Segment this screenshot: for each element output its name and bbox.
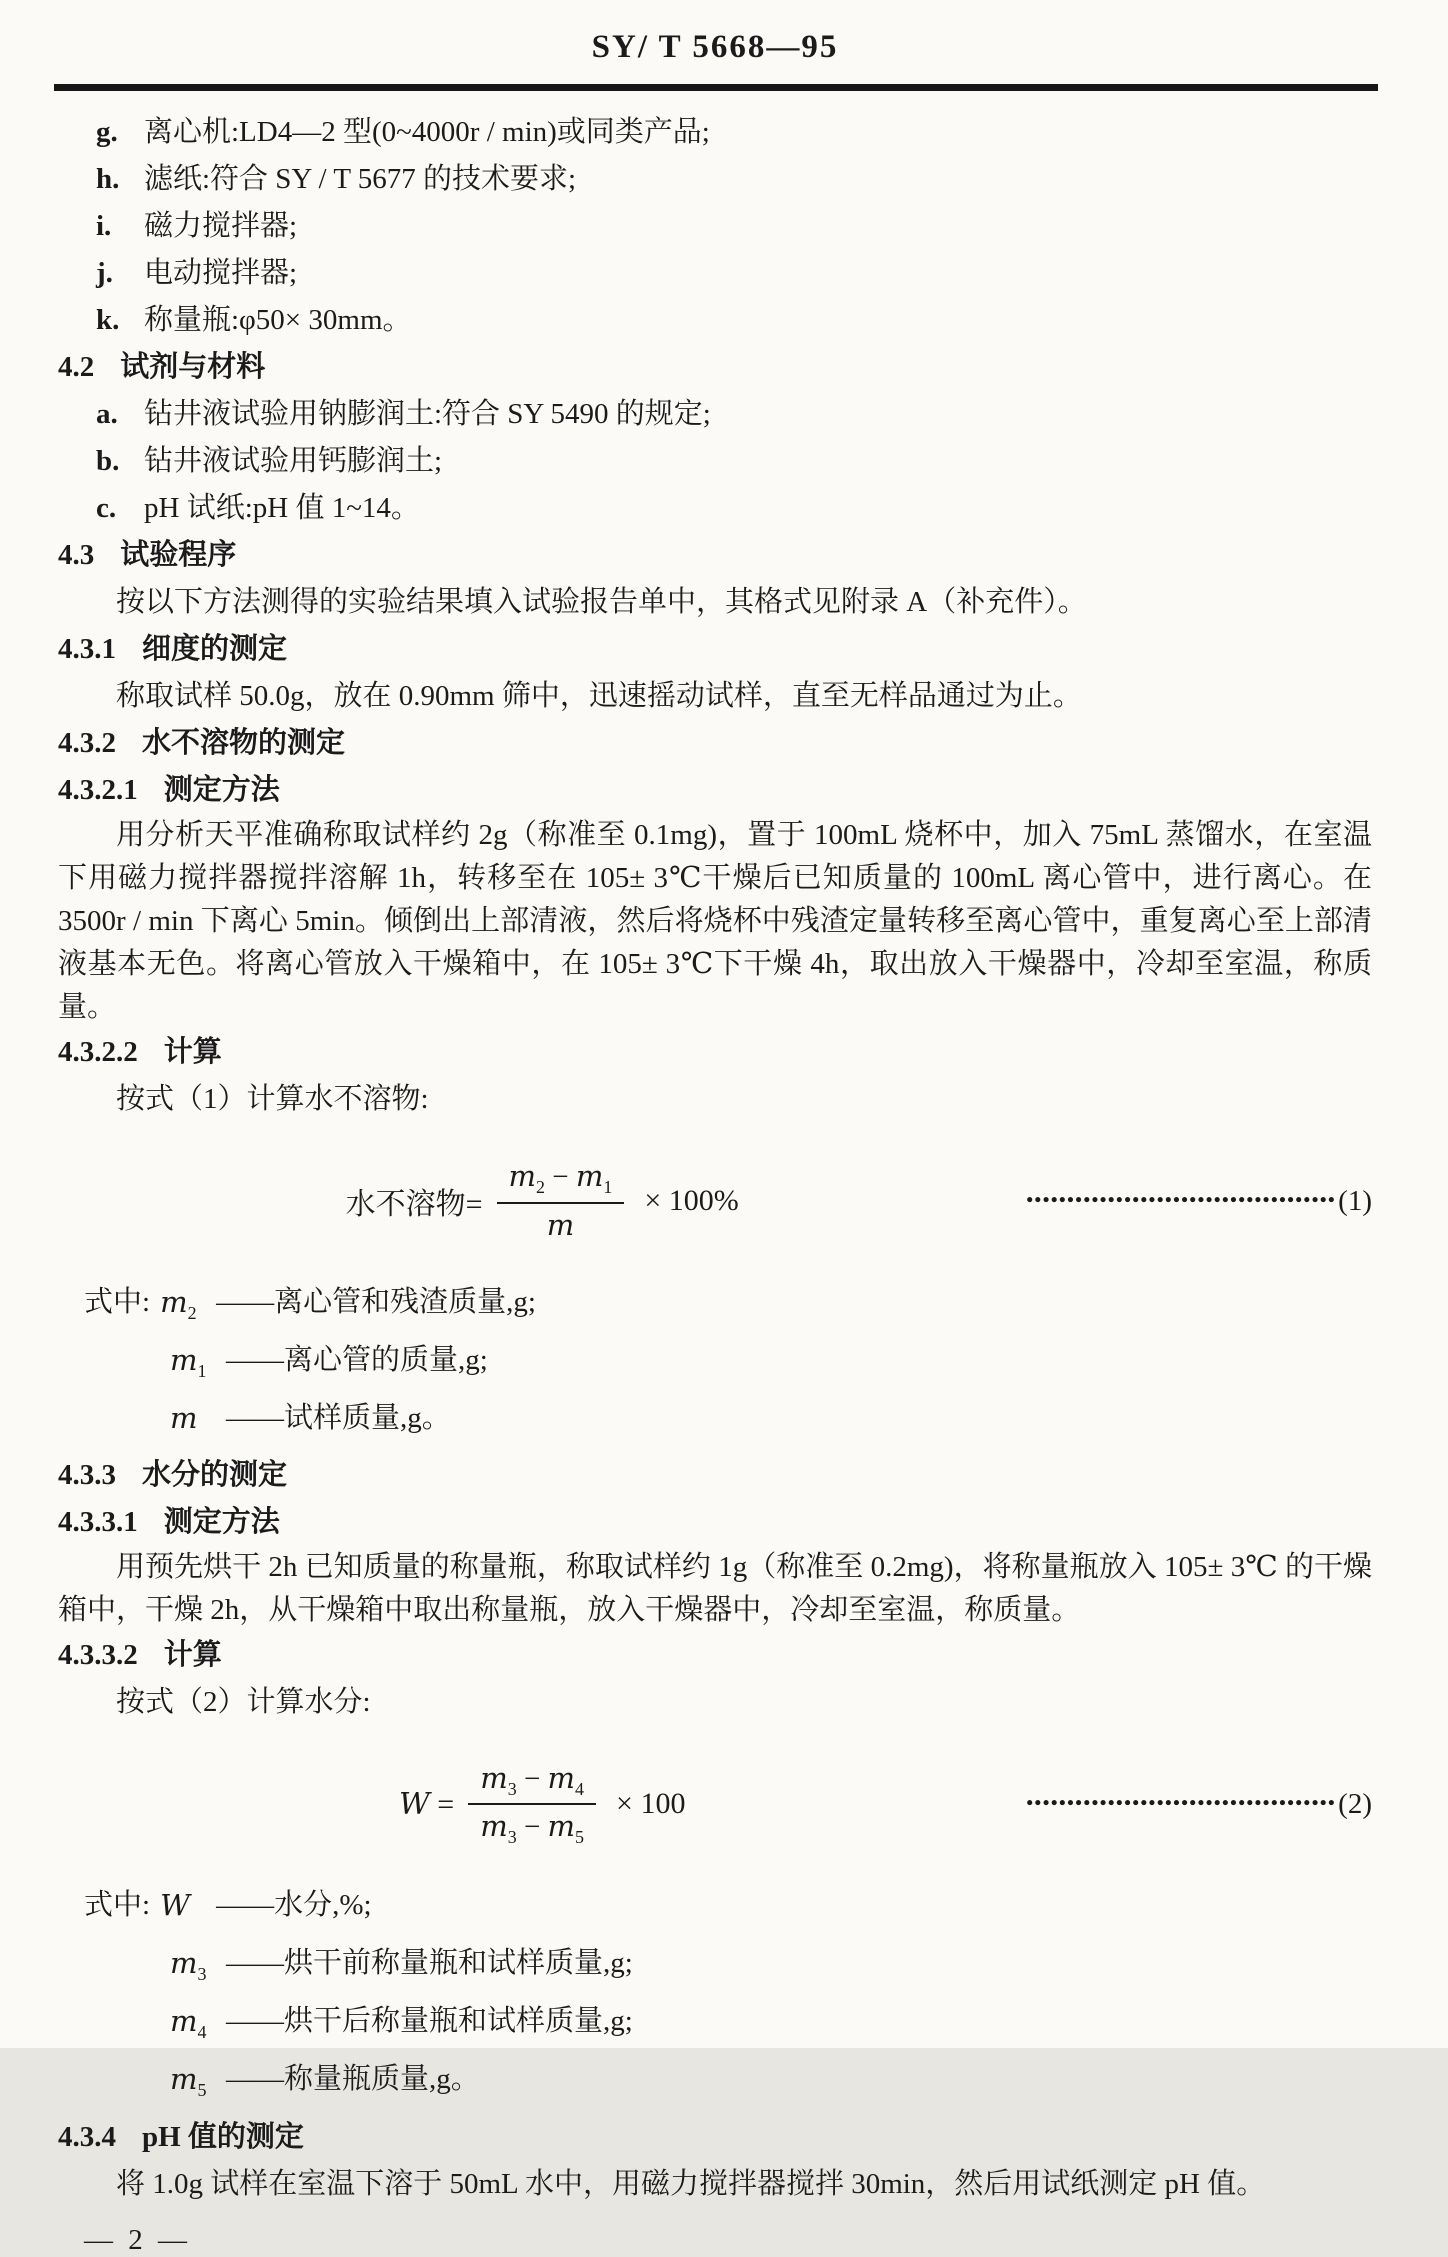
formula-1 — [58, 1149, 1372, 1253]
section-number: 4.3.4 — [58, 2120, 116, 2153]
symbol: $m_4$ — [170, 2003, 207, 2042]
section-heading-4-3-4 — [58, 2114, 1372, 2161]
section-title: 试剂与材料 — [120, 351, 266, 383]
section-heading-4-3-3-1 — [58, 1499, 1372, 1546]
section-heading-4-3-3 — [58, 1452, 1372, 1499]
paragraph-4-3-1: 称取试样 50.0g，放在 0.90mm 筛中，迅速摇动试样，直至无样品通过为止。 — [116, 680, 1082, 712]
section-title: 试验程序 — [120, 539, 237, 571]
section-number: 4.3.3 — [58, 1459, 116, 1492]
definition-text: ——烘干前称量瓶和试样质量,g; — [226, 1947, 633, 1980]
section-number: 4.3.2.2 — [58, 1036, 138, 1068]
paragraph-4-3: 按以下方法测得的实验结果填入试验报告单中，其格式见附录 A（补充件）。 — [116, 586, 1087, 618]
item-text: 离心机:LD4—2 型(0~4000r / min)或同类产品; — [144, 116, 710, 148]
item-text: 电动搅拌器; — [144, 257, 298, 289]
leader-dots: •••••••••••••••••••••••••••••••••••••• — [1026, 1189, 1337, 1211]
section-heading-4-3-2-2 — [58, 1029, 1372, 1076]
item-letter: j. — [96, 257, 113, 289]
definition-text: ——水分,%; — [216, 1889, 372, 1922]
item-letter: i. — [96, 210, 112, 242]
formula-2-leader — [1026, 1788, 1372, 1821]
section-title: 计算 — [163, 1036, 222, 1068]
item-text: 磁力搅拌器; — [144, 210, 298, 242]
section-heading-4-3-1 — [58, 626, 1372, 673]
item-text: pH 试纸:pH 值 1~14。 — [144, 492, 420, 524]
item-letter: a. — [96, 398, 118, 430]
list-item-h — [58, 156, 1372, 203]
fraction — [497, 1158, 625, 1244]
item-text: 钻井液试验用钠膨润土:符合 SY 5490 的规定; — [144, 398, 711, 430]
fraction-denominator: $m_3 - m_5$ — [480, 1809, 585, 1848]
list-item-a — [58, 391, 1372, 438]
list-item-i — [58, 203, 1372, 250]
symbol: W — [160, 1888, 190, 1923]
section-heading-4-3-2-1 — [58, 767, 1372, 814]
list-item-g — [58, 109, 1372, 156]
paragraph-4-3-4: 将 1.0g 试样在室温下溶于 50mL 水中，用磁力搅拌器搅拌 30min，然后用试纸测定 pH 值。 — [116, 2167, 1266, 2200]
formula-1-leader — [1026, 1185, 1372, 1218]
formula-1-intro: 按式（1）计算水不溶物: — [116, 1083, 429, 1115]
definition-row — [170, 1998, 1372, 2056]
symbol: $m_5$ — [170, 2061, 207, 2100]
document-body — [58, 109, 1372, 2208]
section-title: 水分的测定 — [142, 1459, 288, 1492]
section-number: 4.3 — [58, 539, 95, 571]
section-number: 4.3.3.1 — [58, 1506, 138, 1539]
formula-lhs: W = — [398, 1786, 455, 1822]
definition-row — [84, 1279, 1372, 1337]
item-letter: k. — [96, 304, 120, 336]
section-title: pH 值的测定 — [142, 2120, 304, 2153]
section-number: 4.3.3.2 — [58, 1639, 138, 1672]
fraction — [468, 1760, 596, 1849]
list-item-b — [58, 438, 1372, 485]
list-item-j — [58, 250, 1372, 297]
section-number: 4.3.2 — [58, 727, 116, 759]
symbol: $m_3$ — [170, 1946, 207, 1984]
definition-row — [170, 1940, 1372, 1998]
list-item-c — [58, 485, 1372, 532]
item-letter: b. — [96, 445, 120, 477]
definition-text: ——烘干后称量瓶和试样质量,g; — [226, 2004, 633, 2037]
section-title: 计算 — [163, 1639, 222, 1672]
formula-2 — [58, 1752, 1372, 1856]
item-text: 滤纸:符合 SY / T 5677 的技术要求; — [144, 163, 577, 195]
formula-2-expression — [58, 1760, 1026, 1849]
definition-text: ——试样质量,g。 — [226, 1401, 451, 1434]
definition-row — [84, 1882, 1372, 1940]
section-title: 测定方法 — [163, 1506, 280, 1539]
formula-lhs: 水不溶物= — [345, 1187, 483, 1221]
definition-row — [170, 1395, 1372, 1453]
formula-1-expression — [58, 1158, 1026, 1244]
equation-number: (2) — [1338, 1787, 1372, 1820]
section-heading-4-3-3-2 — [58, 1632, 1372, 1679]
item-letter: h. — [96, 163, 120, 195]
section-heading-4-2 — [58, 344, 1372, 391]
fraction-numerator: $m_2 - m_1$ — [497, 1158, 625, 1203]
item-text: 钻井液试验用钙膨润土; — [144, 445, 443, 477]
leader-dots: •••••••••••••••••••••••••••••••••••••• — [1026, 1792, 1337, 1814]
where-label: 式中: — [84, 1286, 151, 1318]
fraction-numerator: $m_3 - m_4$ — [468, 1760, 596, 1805]
definition-row — [170, 1337, 1372, 1395]
section-number: 4.2 — [58, 351, 95, 383]
section-heading-4-3 — [58, 532, 1372, 579]
list-item-k — [58, 297, 1372, 344]
fraction-denominator: m — [546, 1207, 575, 1242]
section-number: 4.3.2.1 — [58, 774, 138, 806]
formula-1-definitions — [58, 1279, 1372, 1452]
formula-2-definitions — [58, 1882, 1372, 2113]
definition-text: ——离心管的质量,g; — [226, 1343, 488, 1376]
section-title: 细度的测定 — [142, 633, 288, 665]
formula-2-intro: 按式（2）计算水分: — [116, 1686, 371, 1719]
paragraph-4-3-2-1: 用分析天平准确称取试样约 2g（称准至 0.1mg)，置于 100mL 烧杯中，加入 75mL 蒸馏水，在室温下用磁力搅拌器搅拌溶解 1h，转移至在 105± 3℃干燥后已知质量的 100mL 离心管中，进行离心。在 3500r / min 下离心 5min。倾倒出上部清液，然后将烧杯中残渣定量转移至离心管中，重复离心至上部清液基本无色。将离心管放入干燥箱中，在 105± 3℃下干燥 4h，取出放入干燥器中，冷却至室温，称质量。 — [58, 819, 1372, 1023]
definition-text: ——离心管和残渣质量,g; — [216, 1286, 536, 1318]
symbol: m — [170, 1400, 198, 1435]
definition-text: ——称量瓶质量,g。 — [226, 2062, 480, 2095]
header-rule — [54, 84, 1378, 91]
definition-row — [170, 2056, 1372, 2114]
equation-number: (1) — [1338, 1184, 1372, 1217]
item-letter: g. — [96, 116, 118, 148]
section-title: 水不溶物的测定 — [142, 727, 346, 759]
formula-multiplier: × 100 — [616, 1787, 686, 1821]
symbol: $m_2$ — [160, 1285, 197, 1323]
symbol: $m_1$ — [170, 1342, 207, 1381]
section-heading-4-3-2 — [58, 720, 1372, 767]
page-number: — 2 — — [84, 2223, 191, 2256]
formula-multiplier: × 100% — [644, 1183, 739, 1217]
section-number: 4.3.1 — [58, 633, 116, 665]
section-title: 测定方法 — [163, 774, 280, 806]
item-letter: c. — [96, 492, 117, 524]
where-label: 式中: — [84, 1889, 151, 1922]
standard-number-header: SY/ T 5668—95 — [591, 29, 839, 65]
paragraph-4-3-3-1: 用预先烘干 2h 已知质量的称量瓶，称取试样约 1g（称准至 0.2mg)，将称量瓶放入 105± 3℃ 的干燥箱中，干燥 2h，从干燥箱中取出称量瓶，放入干燥器中，冷却至室温，称质量。 — [58, 1551, 1372, 1627]
item-text: 称量瓶:φ50× 30mm。 — [144, 304, 412, 336]
